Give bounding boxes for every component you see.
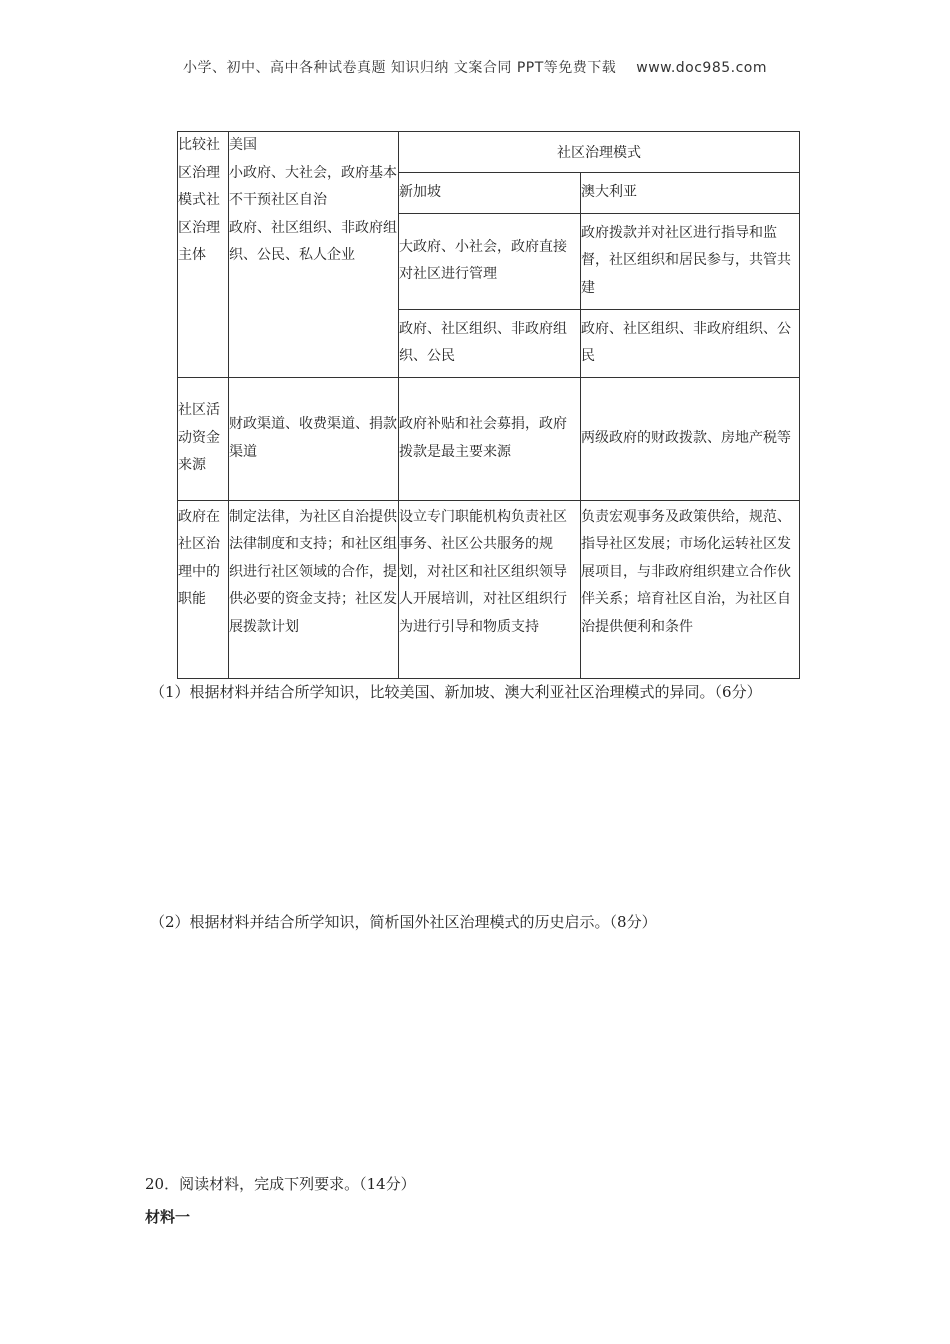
row-header-mode-subject: 比较社区治理模式社区治理主体 bbox=[178, 132, 229, 378]
singapore-subject: 政府、社区组织、非政府组织、公民 bbox=[399, 309, 581, 377]
header-url[interactable]: www.doc985.com bbox=[636, 60, 768, 76]
comparison-table bbox=[177, 131, 800, 679]
singapore-mode: 大政府、小社会，政府直接对社区进行管理 bbox=[399, 213, 581, 309]
material-label: 材料一 bbox=[145, 1208, 191, 1226]
usa-cell bbox=[229, 132, 399, 378]
question-20: 20．阅读材料，完成下列要求。（14分） bbox=[145, 1175, 416, 1193]
singapore-name: 新加坡 bbox=[399, 173, 581, 214]
question-2: （2）根据材料并结合所学知识，简析国外社区治理模式的历史启示。（8分） bbox=[150, 913, 657, 931]
australia-funding: 两级政府的财政拨款、房地产税等 bbox=[581, 377, 800, 500]
usa-name: 美国 bbox=[229, 137, 257, 153]
question-1: （1）根据材料并结合所学知识，比较美国、新加坡、澳大利亚社区治理模式的异同。（6分） bbox=[150, 683, 762, 701]
row-header-funding: 社区活动资金来源 bbox=[178, 377, 229, 500]
singapore-funding: 政府补贴和社会募捐，政府拨款是最主要来源 bbox=[399, 377, 581, 500]
usa-subject: 政府、社区组织、非政府组织、公民、私人企业 bbox=[229, 219, 397, 263]
page-header bbox=[0, 57, 950, 77]
mode-header: 社区治理模式 bbox=[399, 132, 800, 173]
australia-mode: 政府拨款并对社区进行指导和监督，社区组织和居民参与，共管共建 bbox=[581, 213, 800, 309]
australia-name: 澳大利亚 bbox=[581, 173, 800, 214]
usa-role: 制定法律，为社区自治提供法律制度和支持；和社区组织进行社区领域的合作，提供必要的资金支持；社区发展拨款计划 bbox=[229, 500, 399, 678]
australia-role: 负责宏观事务及政策供给，规范、指导社区发展；市场化运转社区发展项目，与非政府组织建立合作伙伴关系；培育社区自治，为社区自治提供便利和条件 bbox=[581, 500, 800, 678]
australia-subject: 政府、社区组织、非政府组织、公民 bbox=[581, 309, 800, 377]
row-header-role: 政府在社区治理中的职能 bbox=[178, 500, 229, 678]
singapore-role: 设立专门职能机构负责社区事务、社区公共服务的规划，对社区和社区组织领导人开展培训，对社区组织行为进行引导和物质支持 bbox=[399, 500, 581, 678]
usa-mode: 小政府、大社会，政府基本不干预社区自治 bbox=[229, 164, 397, 208]
header-text: 小学、初中、高中各种试卷真题 知识归纳 文案合同 PPT等免费下载 bbox=[182, 60, 617, 76]
usa-funding: 财政渠道、收费渠道、捐款渠道 bbox=[229, 377, 399, 500]
